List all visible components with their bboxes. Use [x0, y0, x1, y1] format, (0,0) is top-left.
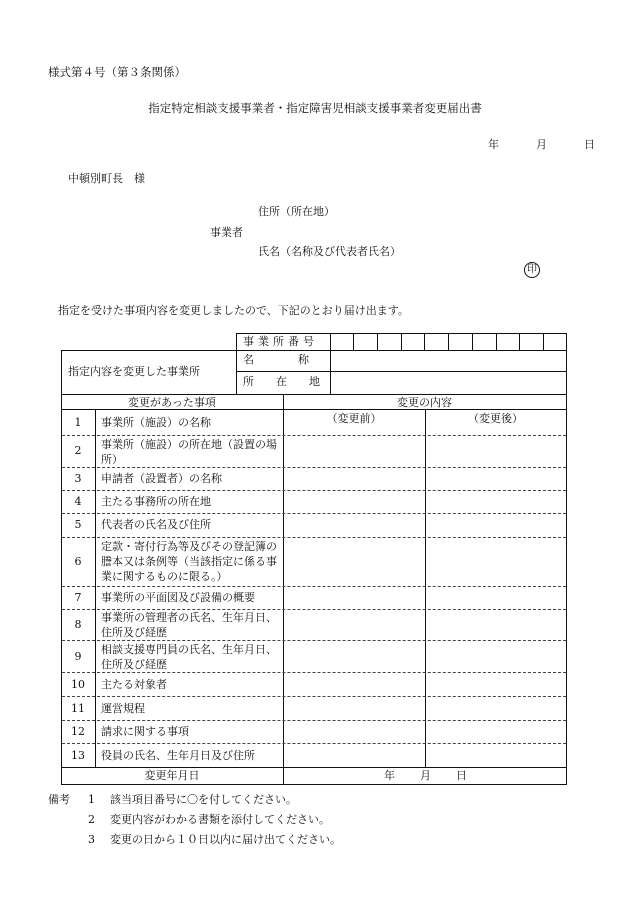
item-7-number: 7: [74, 591, 82, 604]
item-4-number: 4: [74, 495, 82, 508]
item-5-label: 代表者の氏名及び住所: [101, 518, 211, 531]
form-number: 様式第４号（第３条関係）: [48, 65, 186, 79]
before-label: （変更前）: [326, 412, 382, 425]
items-header: 変更があった事項: [128, 396, 216, 409]
operator-label: 事業者: [210, 226, 243, 239]
item-5-number: 5: [74, 518, 82, 531]
note-text: 変更の日から１０日以内に届け出てください。: [110, 833, 341, 846]
item-10-number: 10: [71, 678, 85, 691]
after-label: （変更後）: [468, 412, 523, 425]
office-section-label: 指定内容を変更した事業所: [68, 365, 200, 378]
note-number: 2: [88, 813, 95, 826]
office-number-label: 事業所番号: [243, 335, 318, 348]
office-address-label: 所 在 地: [243, 375, 320, 388]
notes: [48, 790, 341, 850]
item-11-label: 運営規程: [101, 702, 145, 715]
item-10-label: 主たる対象者: [101, 678, 167, 691]
item-12-label: 請求に関する事項: [101, 725, 189, 738]
name-label: 氏名（名称及び代表者氏名）: [258, 245, 401, 258]
change-date-month: 月: [420, 769, 431, 782]
item-8-label: 事業所の管理者の氏名、生年月日、住所及び経歴: [101, 611, 277, 639]
item-1-label: 事業所（施設）の名称: [101, 416, 211, 429]
item-13-number: 13: [71, 749, 85, 762]
note-row: [48, 790, 341, 810]
item-3-label: 申請者（設置者）の名称: [101, 472, 222, 485]
notes-head: 備考: [48, 793, 70, 806]
change-date-year: 年: [384, 769, 395, 782]
seal-mark: 印: [524, 262, 540, 278]
intro-text: 指定を受けた事項内容を変更しましたので、下記のとおり届け出ます。: [58, 304, 409, 317]
note-number: 3: [88, 833, 95, 846]
item-2-label: 事業所（施設）の所在地（設置の場所）: [101, 438, 277, 466]
item-12-number: 12: [71, 725, 85, 738]
item-1-number: 1: [74, 416, 82, 429]
office-name-label: 名 称: [243, 353, 309, 366]
address-label: 住所（所在地）: [258, 205, 335, 218]
addressee: 中頓別町長 様: [68, 172, 145, 185]
note-row: [48, 830, 341, 850]
item-8-number: 8: [74, 618, 82, 631]
item-6-label: 定款・寄付行為等及びその登記簿の謄本又は条例等（当該指定に係る事業に関するものに限る。）: [101, 540, 277, 583]
item-2-number: 2: [74, 444, 82, 457]
note-number: 1: [88, 793, 95, 806]
date-month: 月: [536, 138, 547, 151]
date-year: 年: [488, 138, 499, 151]
item-13-label: 役員の氏名、生年月日及び住所: [101, 749, 255, 762]
change-date-label: 変更年月日: [144, 769, 200, 782]
date-day: 日: [584, 138, 595, 151]
item-4-label: 主たる事務所の所在地: [101, 495, 211, 508]
item-6-number: 6: [74, 555, 82, 568]
document-title: 指定特定相談支援事業者・指定障害児相談支援事業者変更届出書: [148, 101, 482, 115]
item-11-number: 11: [71, 702, 85, 715]
item-9-label: 相談支援専門員の氏名、生年月日、住所及び経歴: [101, 643, 277, 671]
contents-header: 変更の内容: [397, 396, 452, 409]
note-text: 変更内容がわかる書類を添付してください。: [110, 813, 330, 826]
note-row: [48, 810, 341, 830]
note-text: 該当項目番号に〇を付してください。: [110, 793, 297, 806]
item-7-label: 事業所の平面図及び設備の概要: [101, 591, 255, 604]
submission-date: [488, 136, 595, 152]
item-3-number: 3: [74, 472, 82, 485]
change-date-day: 日: [456, 769, 467, 782]
item-9-number: 9: [74, 650, 82, 663]
